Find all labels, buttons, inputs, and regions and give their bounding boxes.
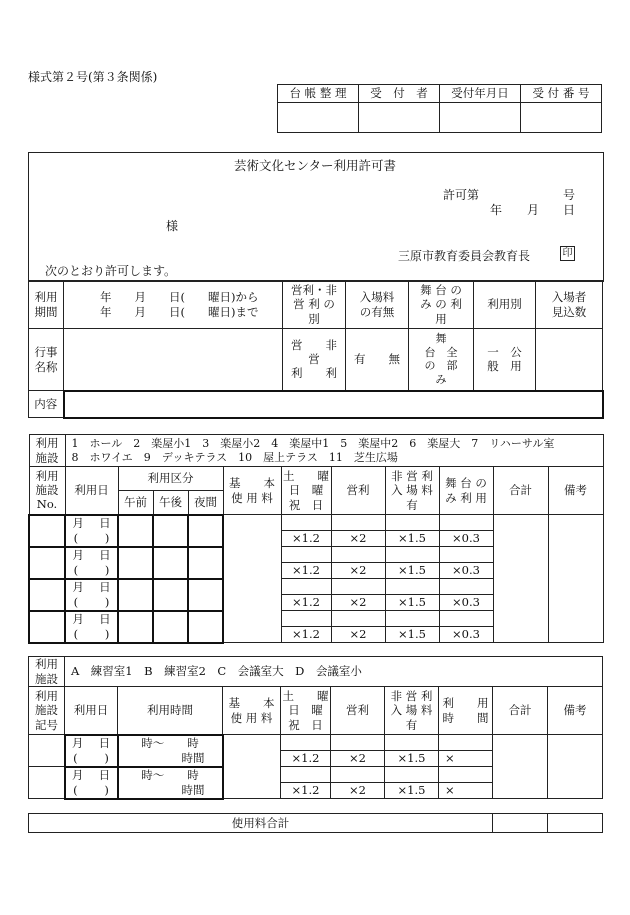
facility-no-field[interactable] bbox=[29, 515, 65, 547]
content-field[interactable] bbox=[64, 391, 603, 418]
event-name-field[interactable] bbox=[64, 329, 283, 391]
ledger-header: 受 付 番 号 bbox=[521, 85, 602, 103]
morning-field[interactable] bbox=[118, 611, 153, 643]
permit-title: 芸術文化センター利用許可書 bbox=[233, 158, 396, 173]
night-field[interactable] bbox=[188, 579, 223, 611]
attendance-header: 入場者 見込数 bbox=[536, 281, 603, 329]
col-use-time: 利用時間 bbox=[118, 687, 223, 735]
ledger-cell[interactable] bbox=[278, 103, 359, 133]
ledger-header: 受付年月日 bbox=[440, 85, 521, 103]
col-holiday: 土 曜 日 曜 祝 日 bbox=[281, 687, 331, 735]
room-facility-label: 利用 施設 bbox=[29, 657, 65, 687]
morning-field[interactable] bbox=[118, 547, 153, 579]
use-date-field[interactable]: 月 日 ( ) bbox=[65, 547, 118, 579]
col-nonprofit-entry: 非 営 利 入 場 料 有 bbox=[385, 467, 439, 515]
col-facility-symbol: 利用 施設 記号 bbox=[29, 687, 65, 735]
entry-fee-header: 入場料 の有無 bbox=[346, 281, 409, 329]
ledger-cell[interactable] bbox=[440, 103, 521, 133]
facility-no-field[interactable] bbox=[29, 611, 65, 643]
profit-header: 営利・非 営 利 の 別 bbox=[283, 281, 346, 329]
multiplier-profit: ×2 bbox=[331, 783, 385, 799]
holiday-field[interactable] bbox=[281, 735, 331, 751]
multiplier-profit: ×2 bbox=[331, 627, 385, 643]
form-number: 様式第２号(第３条関係) bbox=[28, 70, 158, 84]
attendance-field[interactable] bbox=[536, 329, 603, 391]
use-date-field[interactable]: 月 日 ( ) bbox=[65, 735, 118, 767]
night-field[interactable] bbox=[188, 547, 223, 579]
base-fee-field[interactable] bbox=[223, 735, 281, 799]
col-holiday: 土 曜 日 曜 祝 日 bbox=[281, 467, 331, 515]
col-use-division: 利用区分 bbox=[118, 467, 223, 491]
permit-date-month: 月 bbox=[527, 203, 540, 217]
remarks-field[interactable] bbox=[548, 515, 603, 643]
col-total: 合計 bbox=[493, 467, 548, 515]
col-stage-only: 舞 台 の み 利 用 bbox=[439, 467, 493, 515]
night-field[interactable] bbox=[188, 611, 223, 643]
content-label: 内容 bbox=[29, 391, 64, 418]
multiplier-stage: ×0.3 bbox=[439, 627, 493, 643]
profit-field[interactable] bbox=[331, 767, 385, 783]
afternoon-field[interactable] bbox=[153, 579, 188, 611]
col-profit: 営利 bbox=[331, 467, 385, 515]
multiplier-holiday: ×1.2 bbox=[281, 751, 331, 767]
multiplier-holiday: ×1.2 bbox=[281, 595, 331, 611]
hall-facility-label: 利用 施設 bbox=[29, 435, 65, 467]
multiplier-nonprofit-entry: ×1.5 bbox=[385, 595, 439, 611]
hall-facility-line-1: 1 ホール 2 楽屋小1 3 楽屋小2 4 楽屋中1 5 楽屋中2 6 楽屋大 7 リハーサル室 bbox=[71, 436, 555, 450]
seal-mark bbox=[560, 245, 575, 261]
nonprofit-entry-field[interactable] bbox=[385, 547, 439, 563]
afternoon-field[interactable] bbox=[153, 547, 188, 579]
multiplier-holiday: ×1.2 bbox=[281, 783, 331, 799]
ledger-cell[interactable] bbox=[359, 103, 440, 133]
period-label: 利用 期間 bbox=[29, 281, 64, 329]
entry-fee-choice[interactable]: 有 無 bbox=[346, 329, 409, 391]
facility-no-field[interactable] bbox=[29, 579, 65, 611]
stage-only-field[interactable] bbox=[439, 611, 493, 627]
fee-total-table bbox=[28, 813, 603, 833]
holiday-field[interactable] bbox=[281, 515, 331, 531]
multiplier-holiday: ×1.2 bbox=[281, 531, 331, 547]
profit-field[interactable] bbox=[331, 611, 385, 627]
col-remarks: 備考 bbox=[548, 467, 603, 515]
multiplier-stage: ×0.3 bbox=[439, 531, 493, 547]
base-fee-field[interactable] bbox=[223, 515, 281, 643]
facility-symbol-field[interactable] bbox=[29, 735, 65, 767]
permit-notice: 次のとおり許可します。 bbox=[45, 264, 177, 278]
nonprofit-entry-field[interactable] bbox=[385, 735, 439, 751]
col-use-date: 利用日 bbox=[65, 687, 118, 735]
use-time-field[interactable]: 時～ 時 時間 bbox=[118, 767, 223, 799]
usage-time-field[interactable] bbox=[439, 735, 493, 751]
multiplier-profit: ×2 bbox=[331, 751, 385, 767]
nonprofit-entry-field[interactable] bbox=[385, 579, 439, 595]
period-to: 年 月 日( 曜日)まで bbox=[100, 304, 259, 319]
usage-detail-table bbox=[28, 280, 604, 419]
usage-time-field[interactable] bbox=[439, 767, 493, 783]
permit-date-year: 年 bbox=[490, 203, 503, 217]
total-field[interactable] bbox=[493, 515, 548, 643]
addressee-suffix: 様 bbox=[166, 219, 179, 233]
multiplier-holiday: ×1.2 bbox=[281, 563, 331, 579]
afternoon-field[interactable] bbox=[153, 515, 188, 547]
use-date-field[interactable]: 月 日 ( ) bbox=[65, 767, 118, 799]
use-type-header: 利用別 bbox=[474, 281, 536, 329]
permit-date-day: 日 bbox=[563, 203, 576, 217]
profit-field[interactable] bbox=[331, 547, 385, 563]
remarks-field[interactable] bbox=[548, 735, 603, 799]
ledger-cell[interactable] bbox=[521, 103, 602, 133]
multiplier-profit: ×2 bbox=[331, 595, 385, 611]
holiday-field[interactable] bbox=[281, 611, 331, 627]
profit-field[interactable] bbox=[331, 579, 385, 595]
col-base-fee: 基 本 使 用 料 bbox=[223, 467, 281, 515]
multiplier-time: × bbox=[439, 783, 493, 799]
stage-only-field[interactable] bbox=[439, 579, 493, 595]
seal-icon: 印 bbox=[560, 246, 575, 261]
use-date-field[interactable]: 月 日 ( ) bbox=[65, 579, 118, 611]
ledger-header: 台 帳 整 理 bbox=[278, 85, 359, 103]
multiplier-nonprofit-entry: ×1.5 bbox=[385, 563, 439, 579]
facility-symbol-field[interactable] bbox=[29, 767, 65, 799]
multiplier-profit: ×2 bbox=[331, 531, 385, 547]
permit-number-suffix: 号 bbox=[563, 188, 576, 202]
use-date-field[interactable]: 月 日 ( ) bbox=[65, 515, 118, 547]
use-type-choice[interactable]: 一 公 般 用 bbox=[474, 329, 536, 391]
use-date-field[interactable]: 月 日 ( ) bbox=[65, 611, 118, 643]
permit-number-prefix: 許可第 bbox=[443, 188, 480, 202]
col-remarks: 備考 bbox=[548, 687, 603, 735]
profit-field[interactable] bbox=[331, 515, 385, 531]
multiplier-stage: ×0.3 bbox=[439, 595, 493, 611]
holiday-field[interactable] bbox=[281, 767, 331, 783]
profit-field[interactable] bbox=[331, 735, 385, 751]
hall-rows bbox=[29, 515, 603, 643]
morning-field[interactable] bbox=[118, 515, 153, 547]
period-from: 年 月 日( 曜日)から bbox=[100, 290, 259, 305]
multiplier-profit: ×2 bbox=[331, 563, 385, 579]
multiplier-nonprofit-entry: ×1.5 bbox=[385, 783, 439, 799]
ledger-table bbox=[277, 84, 602, 133]
col-morning: 午前 bbox=[118, 491, 153, 515]
hall-fee-table bbox=[28, 434, 604, 644]
col-use-date: 利用日 bbox=[65, 467, 118, 515]
col-base-fee: 基 本 使 用 料 bbox=[223, 687, 281, 735]
stage-only-header: 舞 台 の み の 利 用 bbox=[409, 281, 474, 329]
stage-only-field[interactable] bbox=[439, 547, 493, 563]
stage-only-choice[interactable]: 舞 台 全 の 部 み bbox=[409, 329, 474, 391]
col-facility-no: 利用 施設 No. bbox=[29, 467, 65, 515]
col-total: 合計 bbox=[493, 687, 548, 735]
room-facility-list: A 練習室1 B 練習室2 C 会議室大 D 会議室小 bbox=[65, 657, 603, 687]
period-cell[interactable] bbox=[64, 281, 283, 329]
fee-total-remarks[interactable] bbox=[548, 814, 603, 833]
multiplier-nonprofit-entry: ×1.5 bbox=[385, 531, 439, 547]
stage-only-field[interactable] bbox=[439, 515, 493, 531]
fee-total-label: 使用料合計 bbox=[29, 814, 493, 833]
col-afternoon: 午後 bbox=[153, 491, 188, 515]
col-night: 夜間 bbox=[188, 491, 223, 515]
multiplier-nonprofit-entry: ×1.5 bbox=[385, 627, 439, 643]
hall-facility-list bbox=[65, 435, 603, 467]
multiplier-nonprofit-entry: ×1.5 bbox=[385, 751, 439, 767]
col-nonprofit-entry: 非 営 利 入 場 料 有 bbox=[385, 687, 439, 735]
fee-total-field[interactable] bbox=[493, 814, 548, 833]
morning-field[interactable] bbox=[118, 579, 153, 611]
multiplier-holiday: ×1.2 bbox=[281, 627, 331, 643]
facility-no-field[interactable] bbox=[29, 547, 65, 579]
afternoon-field[interactable] bbox=[153, 611, 188, 643]
nonprofit-entry-field[interactable] bbox=[385, 515, 439, 531]
nonprofit-entry-field[interactable] bbox=[385, 767, 439, 783]
nonprofit-entry-field[interactable] bbox=[385, 611, 439, 627]
room-fee-table bbox=[28, 656, 603, 800]
ledger-header: 受 付 者 bbox=[359, 85, 440, 103]
multiplier-stage: ×0.3 bbox=[439, 563, 493, 579]
night-field[interactable] bbox=[188, 515, 223, 547]
col-usage-time: 利 用 時 間 bbox=[439, 687, 493, 735]
use-time-field[interactable]: 時～ 時 時間 bbox=[118, 735, 223, 767]
holiday-field[interactable] bbox=[281, 547, 331, 563]
event-name-label: 行事 名称 bbox=[29, 329, 64, 391]
multiplier-time: × bbox=[439, 751, 493, 767]
holiday-field[interactable] bbox=[281, 579, 331, 595]
profit-choice[interactable]: 営 非 営 利 利 bbox=[283, 329, 346, 391]
hall-facility-line-2: 8 ホワイエ 9 デッキテラス 10 屋上テラス 11 芝生広場 bbox=[71, 450, 398, 464]
col-profit: 営利 bbox=[331, 687, 385, 735]
issuer-name: 三原市教育委員会教育長 bbox=[398, 249, 531, 263]
total-field[interactable] bbox=[493, 735, 548, 799]
